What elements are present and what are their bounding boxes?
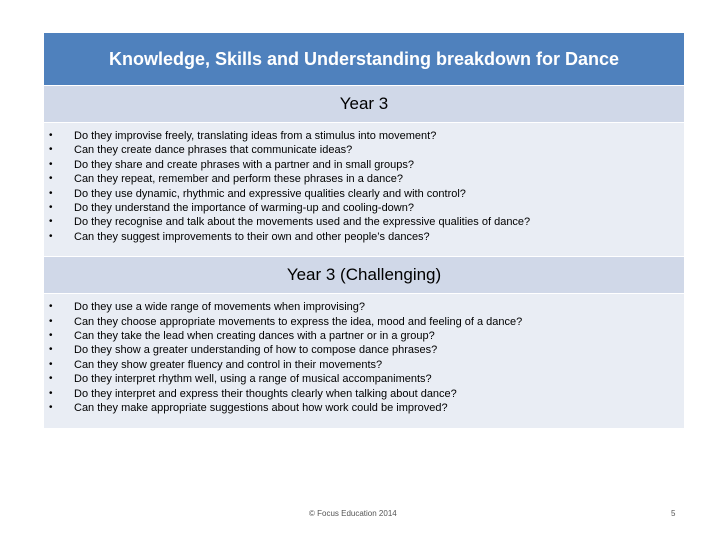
bullet-list-year3-challenging [44,300,684,415]
section-body-year3 [44,123,684,257]
section-heading: Year 3 (Challenging) [286,265,442,285]
list-item: • Can they create dance phrases that communicate ideas? [44,143,684,157]
list-item: • Can they make appropriate suggestions about how work could be improved? [44,401,684,415]
section-header-year3-challenging [44,257,684,294]
section-heading: Year 3 [339,94,389,113]
list-item: • Do they use a wide range of movements when improvising? [44,300,684,314]
list-item: • Do they recognise and talk about the movements used and the expressive qualities of dance? [44,215,684,229]
list-item: • Do they show a greater understanding of how to compose dance phrases? [44,343,684,357]
breakdown-table [44,33,684,429]
section-header-year3 [44,86,684,123]
list-item: • Can they repeat, remember and perform these phrases in a dance? [44,172,684,186]
section-body-year3-challenging [44,294,684,428]
page-number: 5 [671,509,676,518]
title-row [44,33,684,86]
list-item: • Do they improvise freely, translating ideas from a stimulus into movement? [44,129,684,143]
bullet-list-year3 [44,129,684,244]
list-item: • Do they understand the importance of warming-up and cooling-down? [44,201,684,215]
list-item: • Do they interpret and express their thoughts clearly when talking about dance? [44,387,684,401]
list-item: • Do they interpret rhythm well, using a range of musical accompaniments? [44,372,684,386]
list-item: • Can they take the lead when creating dances with a partner or in a group? [44,329,684,343]
list-item: • Can they choose appropriate movements to express the idea, mood and feeling of a dance? [44,315,684,329]
list-item: • Do they use dynamic, rhythmic and expressive qualities clearly and with control? [44,187,684,201]
copyright-text: © Focus Education 2014 [309,509,397,518]
list-item: • Can they suggest improvements to their own and other people’s dances? [44,230,684,244]
list-item: • Can they show greater fluency and control in their movements? [44,358,684,372]
page-title: Knowledge, Skills and Understanding breakdown for Dance [108,49,620,69]
list-item: • Do they share and create phrases with a partner and in small groups? [44,158,684,172]
